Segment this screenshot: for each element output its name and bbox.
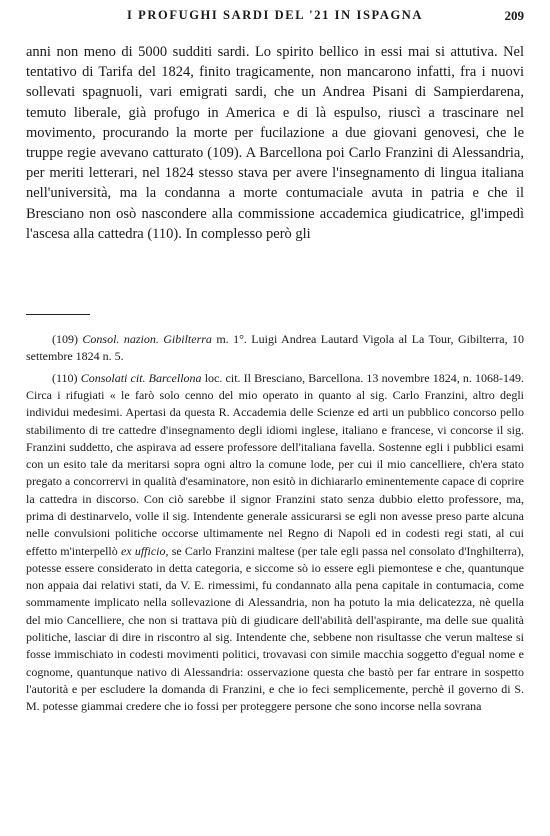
footnote-110-source: Consolati cit. Barcellona — [80, 370, 202, 385]
book-page — [0, 8, 550, 836]
running-header — [26, 8, 524, 32]
footnote-110-text-a: loc. cit. Il Bresciano, Barcellona. 13 novembre 1824, n. 1068-149. Circa i rifugiati « le farò solo cenno del mio operato in quanto al sig. Carlo Franzini, altro degli individui medesimi. Apertasi da questa R. Accademia delle Scienze ed arti un pubblico concorso pello stabilimento di tre cattedre d'insegnamento degli idiomi inglese, italiano e francese, vi concorse il sig. Franzini suddetto, che aspirava ad essere professore dell'italiana favella. Sostenne egli i pubblici esami con un esito tale da meritarsi sopra ogni altro la comune lode, per cui il mio cancelliere, ch'era stato pregato a concorrervi in qualità d'esaminatore, non esitò in dichiararlo eminentemente capace di coprire la cattedra in discorso. Con ciò sarebbe il signor Franzini stato senza dubbio eletto professore, ma, prima di destinarvelo, volle il sig. Intendente generale assicurarsi se egli non avesse preso parte alcuna nelle convulsioni politiche occorse ultimamente nel Regno di Napoli ed in codesti regi stati, al cui effetto m'interpellò — [26, 370, 525, 558]
footnote-110 — [26, 370, 524, 716]
page-number: 209 — [504, 8, 524, 23]
footnote-110-number: (110) — [52, 370, 78, 385]
footnote-separator — [26, 314, 90, 315]
footnote-109-source: Consol. nazion. Gibilterra — [82, 332, 212, 347]
main-paragraph: anni non meno di 5000 sudditi sardi. Lo spirito bellico in essi mai si attutiva. Nel tentativo di Tarifa del 1824, finito tragicamente, non mancarono infatti, fra i nuovi sollevati spagnuoli, vari emigrati sardi, che un Andrea Pisani di Sampierdarena, temuto liberale, già profugo in America e di là espulso, riuscì a trascinare nel movimento, procurando la morte per fucilazione a due giovani genovesi, che le truppe regie avevano catturato (109). A Barcellona poi Carlo Franzini di Alessandria, per meriti letterari, nel 1824 stesso stava per avere l'insegnamento di lingua italiana nell'università, ma la condanna a morte contumaciale avuta in patria e che il Bresciano non osò nascondere alla commissione accademica giudicatrice, gl'impedì l'ascesa alla cattedra (110). In complesso però gli — [26, 44, 524, 242]
footnote-110-italic-phrase: ex ufficio — [120, 543, 166, 558]
footnote-110-text-b: , se Carlo Franzini maltese (per tale egli passa nel consolato d'Inghilterra), potesse essere considerato in detta categoria, e siccome sò io essere egli piemontese e che, quantunque non appaia dai relativi stati, da V. E. rimessimi, fu condannato alla pena capitale in contumacia, come sommamente implicato nella sollevazione di Alessandria, non ha potuto la mia delicatezza, nè quella del mio Cancelliere, che non si trattava più di giudicare dell'abilità dell'aspirante, ma delle sue qualità politiche, lasciar di dire in riscontro al sig. Intendente che, sebbene non risultasse che verun maltese si fosse immischiato in codesti movimenti politici, trovavasi con simile macchia soggetto d'egual nome e cognome, quantunque nativo di Alessandria: osservazione questa che bastò per far entrare in sospetto l'autorità e per escludere la domanda di Franzini, e che io feci semplicemente, perchè il governo di S. M. potesse giammai credere che io fossi per proteggere persone che sono incorse nella sovrana — [26, 543, 525, 714]
running-title: I PROFUGHI SARDI DEL '21 IN ISPAGNA — [126, 8, 424, 22]
footnote-109 — [26, 331, 524, 366]
footnotes — [26, 331, 524, 716]
footnote-109-number: (109) — [52, 332, 78, 347]
footnote-109-text: m. 1°. Luigi Andrea Lautard Vigola al La Tour, Gibilterra, 10 settembre 1824 n. 5. — [26, 332, 525, 364]
